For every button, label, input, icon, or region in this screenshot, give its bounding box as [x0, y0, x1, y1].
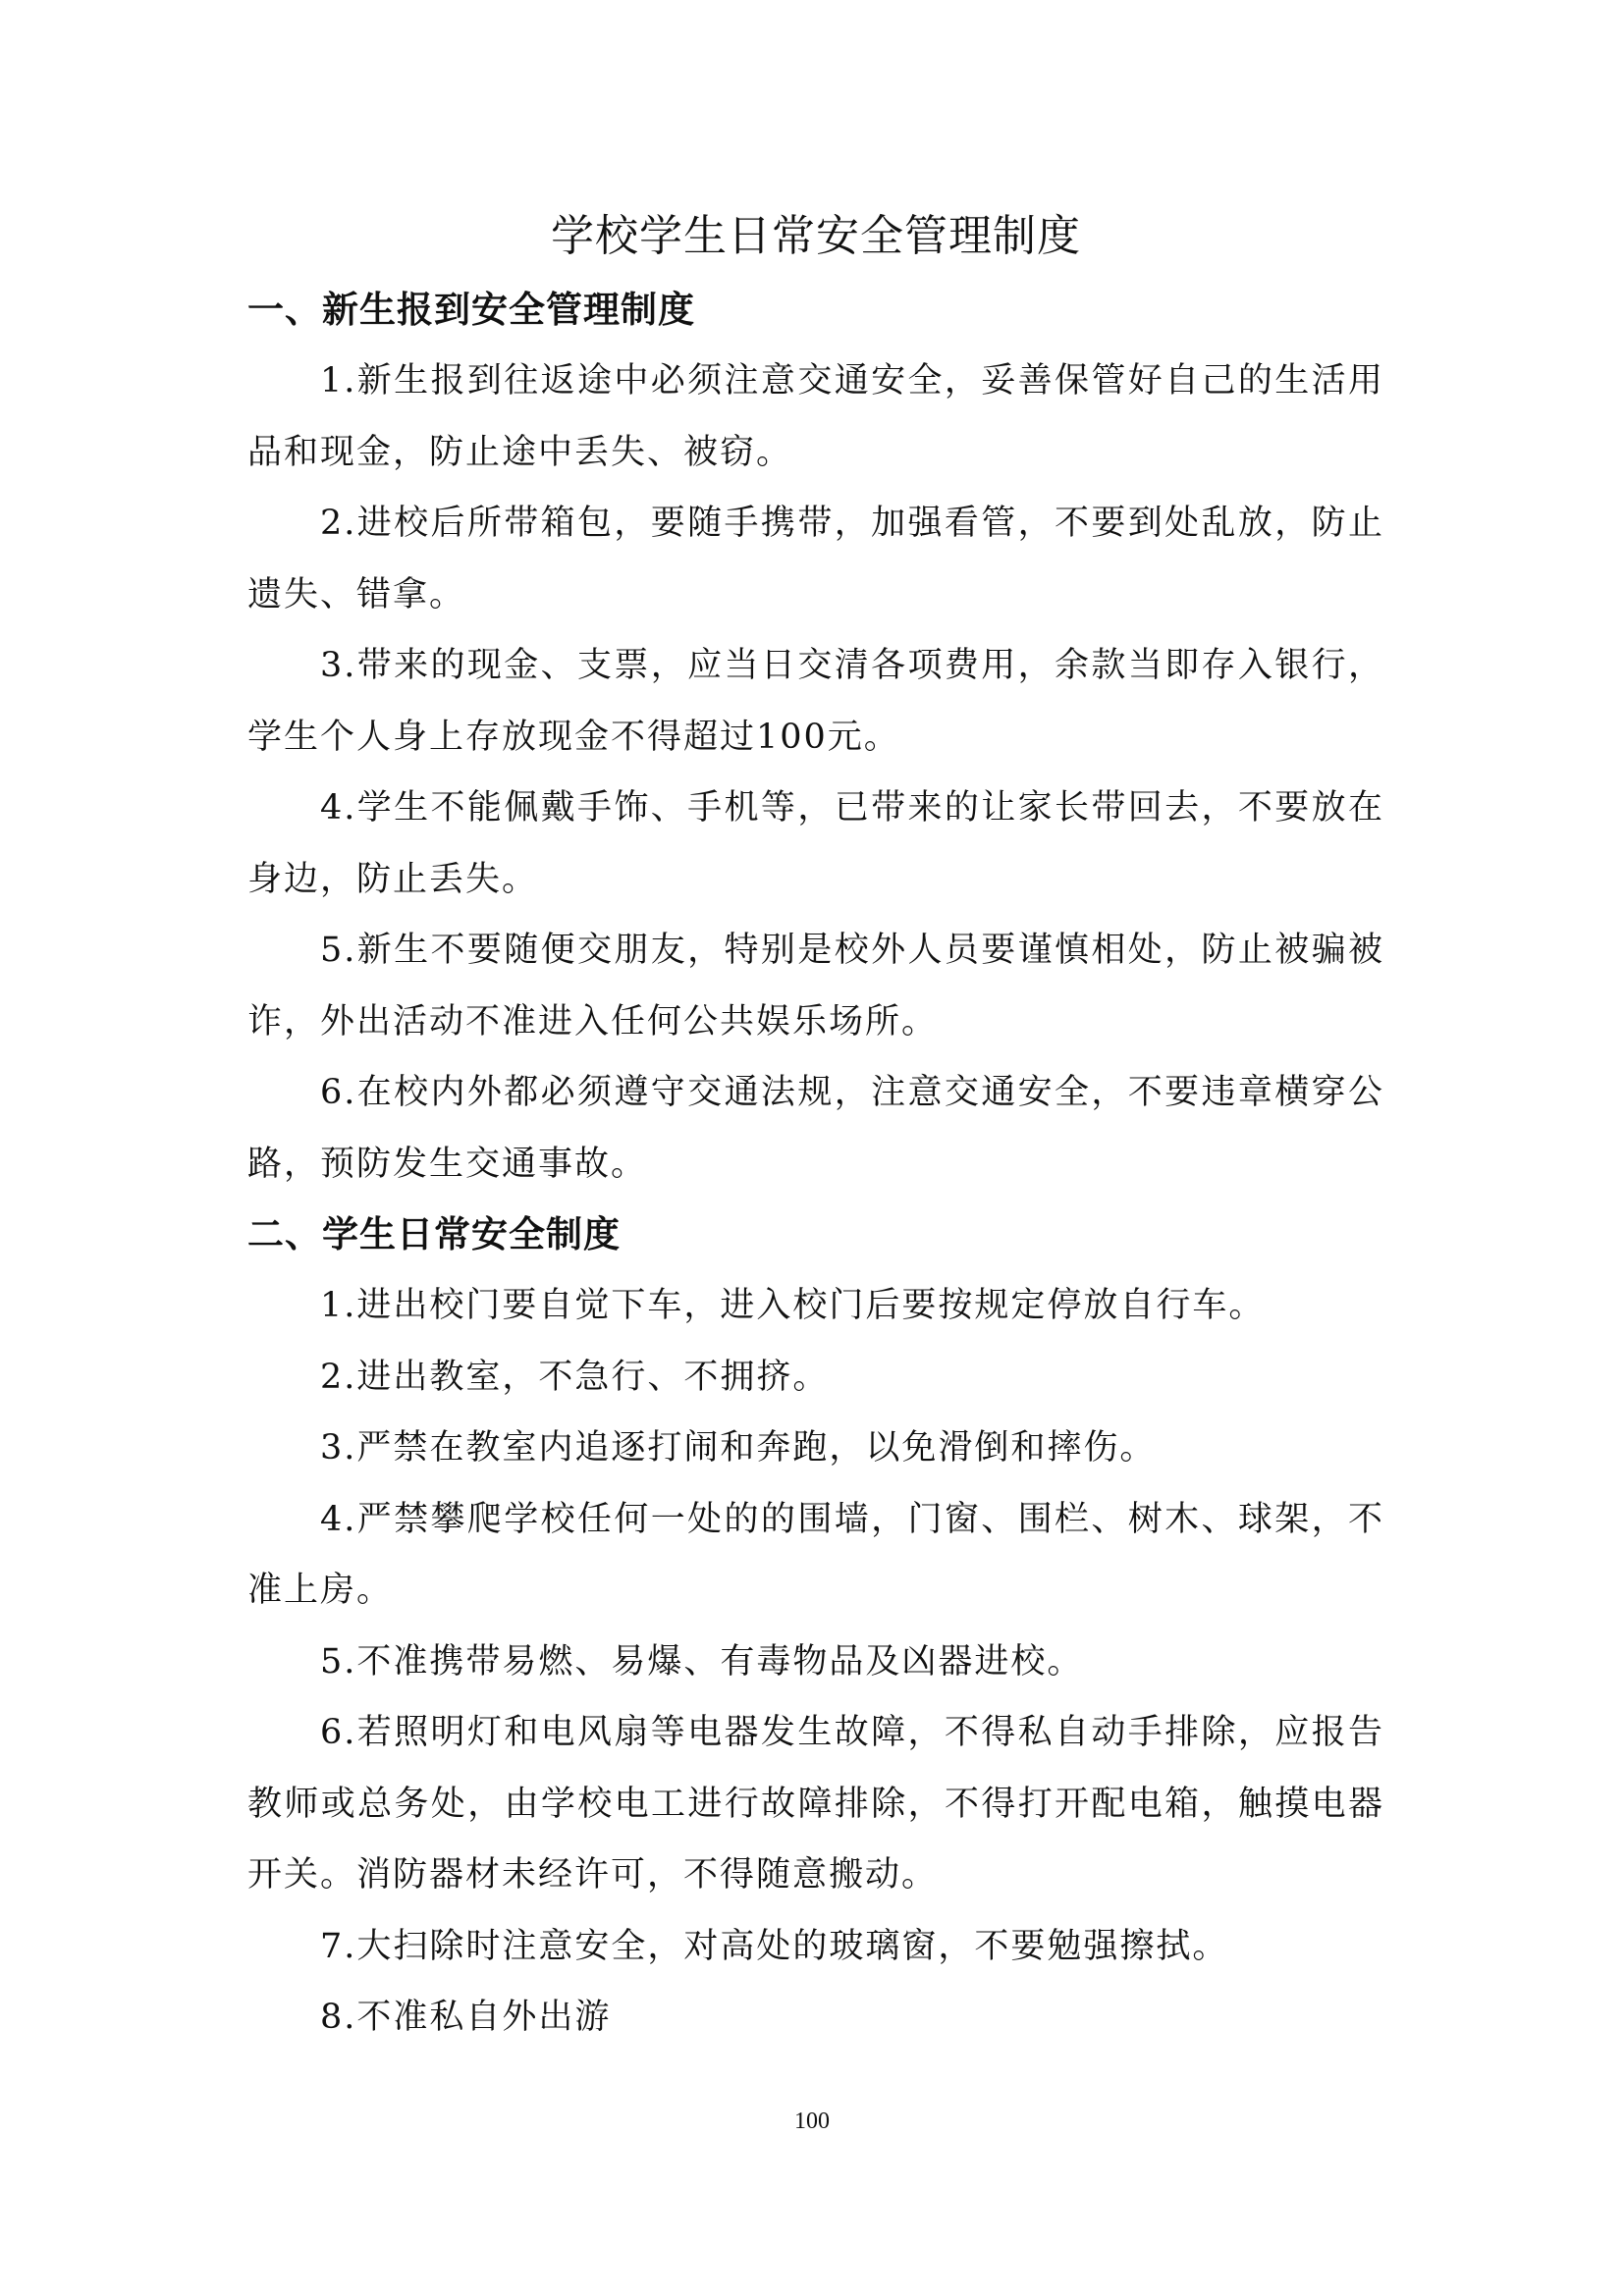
rule-item: 6.在校内外都必须遵守交通法规，注意交通安全，不要违章横穿公路，预防发生交通事故。: [247, 1073, 1384, 1184]
rule-item: 4.学生不能佩戴手饰、手机等，已带来的让家长带回去，不要放在身边，防止丢失。: [247, 788, 1384, 899]
document-title: 学校学生日常安全管理制度: [551, 211, 1081, 261]
page-number: 100: [794, 2109, 830, 2134]
rule-item: 5.新生不要随便交朋友，特别是校外人员要谨慎相处，防止被骗被诈，外出活动不准进入任何公共娱乐场所。: [247, 931, 1384, 1041]
document-body: [247, 204, 1384, 2054]
rule-item: 7.大扫除时注意安全，对高处的玻璃窗，不要勉强擦拭。: [320, 1926, 1229, 1966]
rule-item: 3.严禁在教室内追逐打闹和奔跑，以免滑倒和摔伤。: [320, 1428, 1157, 1468]
section-heading: 一、新生报到安全管理制度: [247, 289, 695, 331]
rule-item: 8.不准私自外出游: [320, 1998, 612, 2037]
rule-item: 1.进出校门要自觉下车，进入校门后要按规定停放自行车。: [320, 1286, 1266, 1325]
rule-item: 3.带来的现金、支票，应当日交清各项费用，余款当即存入银行，学生个人身上存放现金不得超过100元。: [247, 646, 1384, 757]
rule-item: 2.进出教室，不急行、不拥挤。: [320, 1357, 830, 1397]
section-heading: 二、学生日常安全制度: [247, 1213, 621, 1255]
section-new-student-registration: [247, 275, 1384, 1200]
rule-item: 2.进校后所带箱包，要随手携带，加强看管，不要到处乱放，防止遗失、错拿。: [247, 504, 1384, 614]
rule-item: 1.新生报到往返途中必须注意交通安全，妥善保管好自己的生活用品和现金，防止途中丢失、被窃。: [247, 361, 1384, 472]
rule-item: 5.不准携带易燃、易爆、有毒物品及凶器进校。: [320, 1641, 1084, 1682]
rule-item: 4.严禁攀爬学校任何一处的的围墙，门窗、围栏、树木、球架，不准上房。: [247, 1499, 1384, 1610]
rule-item: 6.若照明灯和电风扇等电器发生故障，不得私自动手排除，应报告教师或总务处，由学校电工进行故障排除，不得打开配电箱，触摸电器开关。消防器材未经许可，不得随意搬动。: [247, 1713, 1384, 1895]
section-daily-safety: [247, 1200, 1384, 2054]
